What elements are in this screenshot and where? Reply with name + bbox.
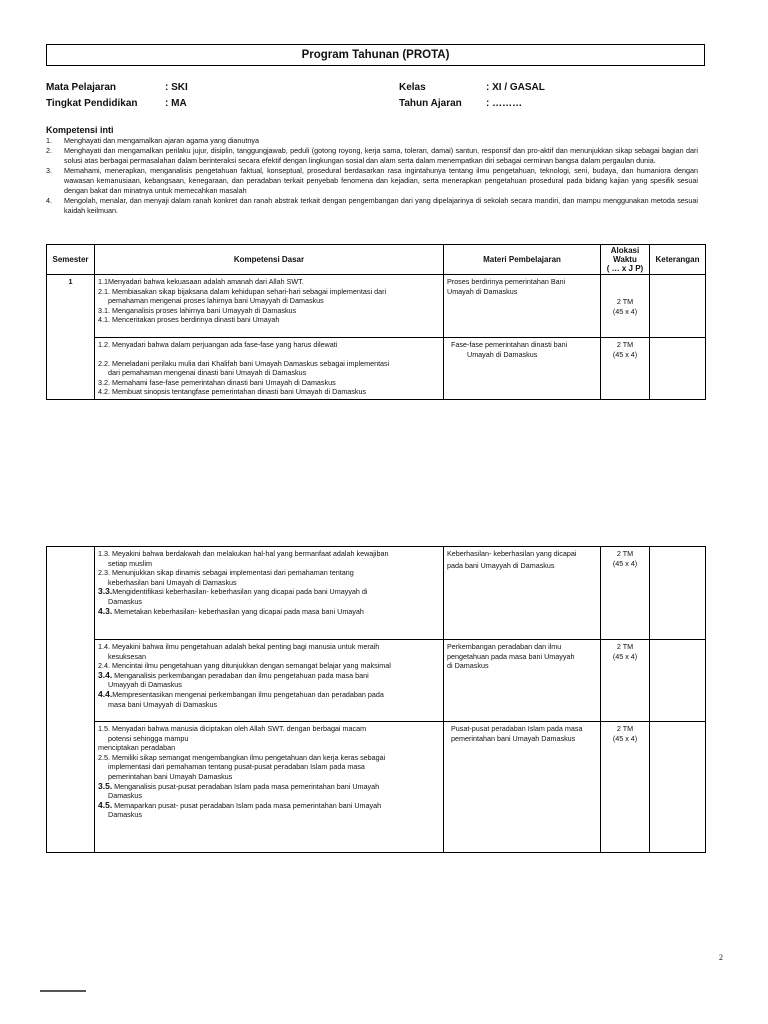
kd-cell <box>95 338 444 400</box>
ki-item <box>46 166 698 196</box>
kd-line: pemerintahan bani Umayah Damaskus <box>108 771 233 781</box>
ki-text: Menghayati dan mengamalkan ajaran agama yang dianutnya <box>64 136 259 145</box>
kd-line: 3.1. Menganalisis proses lahirnya bani Umayyah di Damaskus <box>98 305 297 315</box>
materi-cell <box>444 722 601 853</box>
kd-line: dari pemahaman mengenai dinasti bani Umayah di Damaskus <box>108 368 307 378</box>
kd-cell <box>95 275 444 338</box>
ki-text: Mengolah, menalar, dan menyaji dalam ranah konkret dan ranah abstrak terkait dengan pengembangan dari yang dipelajarinya di sekolah secara mandiri, dan mampu menggunakan metoda sesuai kaidah keilmuan. <box>64 196 698 215</box>
kd-text: Memetakan keberhasilan- keberhasilan yang dicapai pada masa bani Umayah <box>112 606 364 616</box>
materi-line: di Damaskus <box>447 661 489 671</box>
kd-line: 3.2. Memahami fase-fase pemerintahan dinasti bani Umayah di Damaskus <box>98 377 336 387</box>
ki-item <box>46 146 698 166</box>
footer-rule <box>40 990 86 992</box>
kd-line: keberhasilan bani Umayah di Damaskus <box>108 577 237 587</box>
materi-line: Umayah di Damaskus <box>467 349 538 359</box>
alokasi-cell <box>601 640 650 722</box>
kd-line: Umayyah di Damaskus <box>108 680 182 690</box>
ki-text: Menghayati dan mengamalkan perilaku jujur, disiplin, tanggungjawab, peduli (gotong royong, kerja sama, toleran, damai) santun, responsif dan pro-aktif dan menunjukkan sikap sebagai bagian dari solusi atas berbagai permasalahan dalam berinteraksi secara efektif dengan lingkungan sosial dan alam serta dalam menempatkan diri sebagai cerminan bangsa dalam pergaulan dunia. <box>64 146 698 165</box>
materi-line: pada bani Umayyah di Damaskus <box>447 560 555 570</box>
materi-line: pemerintahan bani Umayah Damaskus <box>451 733 576 743</box>
kd-line <box>98 690 440 700</box>
kompetensi-inti-list <box>46 136 698 216</box>
page-title: Program Tahunan (PROTA) <box>46 44 705 66</box>
header-alokasi-line3: ( … x J P) <box>606 264 644 273</box>
kd-line: 2.4. Mencintai ilmu pengetahuan yang ditunjukkan dengan semangat belajar yang maksimal <box>98 661 391 671</box>
kd-text: Memaparkan pusat- pusat peradaban Islam pada masa pemerintahan bani Umayah <box>112 800 382 810</box>
kd-number: 4.5. <box>98 799 113 810</box>
ki-number: 1. <box>46 136 52 145</box>
kd-text: Menganalisis perkembangan peradaban dan ilmu pengetahuan pada masa bani <box>112 670 369 680</box>
header-alokasi-line1: Alokasi <box>610 246 640 255</box>
kd-line <box>98 782 440 792</box>
table-row <box>47 547 706 640</box>
alokasi-jp: (45 x 4) <box>612 349 638 359</box>
kd-line: 2.3. Menunjukkan sikap dinamis sebagai implementasi dari pemahaman tentang <box>98 568 354 578</box>
header-alokasi <box>601 245 650 275</box>
kd-cell <box>95 722 444 853</box>
ki-text: Memahami, menerapkan, menganalisis pengetahuan faktual, konseptual, prosedural berdasarkan rasa ingintahunya tentang ilmu pengetahuan, teknologi, seni, budaya, dan humaniora dengan wawasan kemanusiaan, kebangsaan, kenegaraan, dan peradaban terkait penyebab fenomena dan kejadian, serta menerapkan pengetahuan prosedural pada bidang kajian yang spesifik sesuai dengan bakat dan minatnya untuk memecahkan masalah <box>64 166 698 195</box>
alokasi-cell <box>601 722 650 853</box>
kd-line: Damaskus <box>108 596 142 606</box>
alokasi-cell <box>601 547 650 640</box>
kd-line: potensi sehingga mampu <box>108 733 189 743</box>
alokasi-cell <box>601 275 650 338</box>
kd-line: 1.5. Menyadari bahwa manusia diciptakan oleh Allah SWT. dengan berbagai macam <box>98 724 367 733</box>
header-keterangan: Keterangan <box>650 245 706 275</box>
alokasi-cell <box>601 338 650 400</box>
materi-cell <box>444 338 601 400</box>
kd-number: 4.3. <box>98 605 113 616</box>
materi-line: pengetahuan pada masa bani Umayyah <box>447 651 575 661</box>
jenjang-value: : MA <box>165 98 187 109</box>
ki-number: 4. <box>46 196 52 205</box>
kd-line <box>98 607 440 617</box>
kd-line: 2.2. Meneladani perilaku mulia dari Khalifah bani Umayah Damaskus sebagai implementasi <box>98 358 390 368</box>
ki-number: 2. <box>46 146 52 155</box>
kd-line: masa bani Umayyah di Damaskus <box>108 699 218 709</box>
tahun-value: : ……… <box>486 98 523 109</box>
kd-line: menciptakan peradaban <box>98 743 176 753</box>
materi-line: Umayah di Damaskus <box>447 286 518 296</box>
kelas-label: Kelas <box>399 82 426 93</box>
table-row <box>47 338 706 400</box>
keterangan-cell <box>650 338 706 400</box>
kompetensi-inti-heading: Kompetensi inti <box>46 125 114 135</box>
kd-text: Menganalisis pusat-pusat peradaban Islam pada masa pemerintahan bani Umayah <box>112 781 380 791</box>
materi-cell <box>444 640 601 722</box>
kd-number: 4.4. <box>98 688 113 699</box>
alokasi-tm: 2 TM <box>616 297 634 306</box>
kd-line: setiap muslim <box>108 558 152 568</box>
keterangan-cell <box>650 722 706 853</box>
kd-line <box>98 671 440 681</box>
kd-line: 4.2. Membuat sinopsis tentangfase pemerintahan dinasti bani Umayah di Damaskus <box>98 387 367 397</box>
semester-cell: 1 <box>47 275 95 400</box>
kd-line: kesuksesan <box>108 651 146 661</box>
kd-line: Damaskus <box>108 791 142 801</box>
kd-line: 2.1. Membiasakan sikap bijaksana dalam kehidupan sehari-hari sebagai implementasi dari <box>98 286 387 296</box>
mapel-label: Mata Pelajaran <box>46 82 117 93</box>
prota-table-1 <box>46 244 706 400</box>
keterangan-cell <box>650 547 706 640</box>
kd-line: 2.5. Memiliki sikap semangat mengembangkan ilmu pengetahuan dan kerja keras sebagai <box>98 752 386 762</box>
header-semester: Semester <box>47 245 95 275</box>
kd-line: Damaskus <box>108 810 142 820</box>
kd-text: Mempresentasikan mengenai perkembangan ilmu pengetahuan dan peradaban pada <box>112 689 384 699</box>
meta-left <box>46 82 366 114</box>
kd-cell <box>95 640 444 722</box>
ki-number: 3. <box>46 166 52 175</box>
keterangan-cell <box>650 640 706 722</box>
mapel-value: : SKI <box>165 82 188 93</box>
jenjang-label: Tingkat Pendidikan <box>46 98 138 109</box>
alokasi-jp: (45 x 4) <box>612 558 638 568</box>
page-number: 2 <box>719 953 723 962</box>
alokasi-tm: 2 TM <box>616 724 634 733</box>
kd-line: pemahaman mengenai proses lahirnya bani Umayyah di Damaskus <box>108 296 324 306</box>
table-row <box>47 722 706 853</box>
keterangan-cell <box>650 275 706 338</box>
materi-line: Fase-fase pemerintahan dinasti bani <box>451 340 568 349</box>
materi-line: Proses berdirinya pemerintahan Bani <box>447 277 566 286</box>
ki-item <box>46 136 698 146</box>
table-row <box>47 275 706 338</box>
kd-line: 1.2. Menyadari bahwa dalam perjuangan ada fase-fase yang harus dilewati <box>98 340 338 349</box>
tahun-label: Tahun Ajaran <box>399 98 462 109</box>
meta-right <box>399 82 699 114</box>
header-alokasi-line2: Waktu <box>613 255 637 264</box>
table-header-row <box>47 245 706 275</box>
kd-line: 4.1. Menceritakan proses berdirinya dinasti bani Umayah <box>98 315 280 325</box>
alokasi-jp: (45 x 4) <box>612 306 638 316</box>
alokasi-jp: (45 x 4) <box>612 733 638 743</box>
header-kompetensi-dasar: Kompetensi Dasar <box>95 245 444 275</box>
materi-cell <box>444 275 601 338</box>
kd-line: 1.1Menyadari bahwa kekuasaan adalah amanah dari Allah SWT. <box>98 277 304 286</box>
kd-number: 3.3. <box>98 586 113 597</box>
kd-line <box>98 587 440 597</box>
kd-number: 3.4. <box>98 669 113 680</box>
table-row <box>47 640 706 722</box>
materi-line: Pusat-pusat peradaban Islam pada masa <box>451 724 583 733</box>
alokasi-tm: 2 TM <box>616 340 634 349</box>
kelas-value: : XI / GASAL <box>486 82 545 93</box>
materi-cell <box>444 547 601 640</box>
header-materi: Materi Pembelajaran <box>444 245 601 275</box>
alokasi-jp: (45 x 4) <box>612 651 638 661</box>
alokasi-tm: 2 TM <box>616 642 634 651</box>
kd-line <box>98 801 440 811</box>
kd-text: Mengidentifikasi keberhasilan- keberhasilan yang dicapai pada bani Umayyah di <box>112 587 368 597</box>
kd-line: 1.3. Meyakini bahwa berdakwah dan melakukan hal-hal yang bermanfaat adalah kewajiban <box>98 549 389 558</box>
kd-line: 1.4. Meyakini bahwa ilmu pengetahuan adalah bekal penting bagi manusia untuk meraih <box>98 642 380 651</box>
prota-table-2 <box>46 546 706 853</box>
kd-number: 3.5. <box>98 780 113 791</box>
semester-cell <box>47 547 95 853</box>
alokasi-tm: 2 TM <box>616 549 634 558</box>
ki-item <box>46 196 698 216</box>
materi-line: Perkembangan peradaban dan ilmu <box>447 642 562 651</box>
kd-line: implementasi dari pemahaman tentang pusat-pusat peradaban Islam pada masa <box>108 762 365 772</box>
materi-line: Keberhasilan- keberhasilan yang dicapai <box>447 549 577 558</box>
kd-cell <box>95 547 444 640</box>
